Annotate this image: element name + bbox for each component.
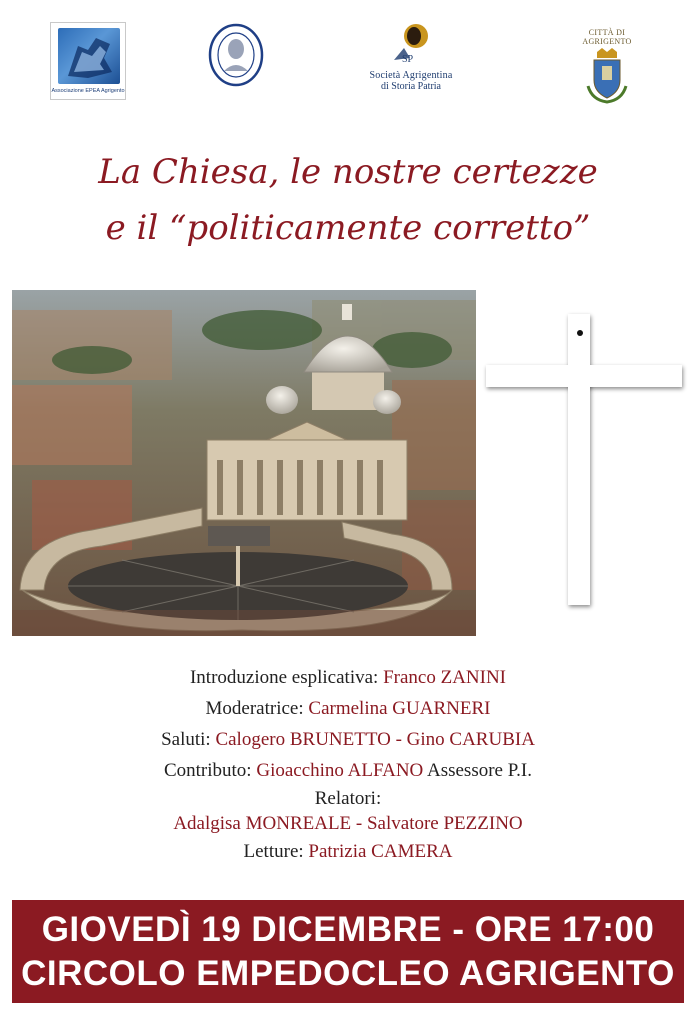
credit-contribution-label: Contributo: xyxy=(163,760,257,781)
association-emblem-image xyxy=(58,28,120,84)
society-emblem-image xyxy=(388,22,434,66)
credit-greetings-name: Calogero BRUNETTO - Gino CARUBIA xyxy=(215,729,535,750)
svg-text:SP: SP xyxy=(402,54,414,65)
credit-contribution xyxy=(0,755,696,786)
credit-intro xyxy=(0,662,696,693)
credit-readings-label: Letture: xyxy=(243,841,309,862)
credit-intro-name: Franco ZANINI xyxy=(383,667,507,688)
event-credits xyxy=(0,662,696,867)
cross-dot xyxy=(577,330,583,336)
credit-greetings xyxy=(0,724,696,755)
credit-moderator-name: Carmelina GUARNERI xyxy=(308,698,491,719)
credit-intro-label: Introduzione esplicativa: xyxy=(189,667,384,688)
vatican-aerial-photo xyxy=(12,290,476,636)
credit-moderator-label: Moderatrice: xyxy=(205,698,309,719)
society-logo xyxy=(352,22,470,102)
banner-date-time: GIOVEDÌ 19 DICEMBRE - ORE 17:00 xyxy=(41,910,655,949)
shield-icon xyxy=(582,46,632,104)
banner-venue: CIRCOLO EMPEDOCLEO AGRIGENTO xyxy=(21,954,675,993)
association-logo-caption: Associazione EPEA Agrigento xyxy=(51,88,125,94)
event-title-line2: e il “politicamente corretto” xyxy=(105,208,591,248)
association-logo xyxy=(50,22,126,100)
cross-vertical-beam-overlay xyxy=(568,314,590,605)
credit-moderator xyxy=(0,693,696,724)
event-title-line1: La Chiesa, le nostre certezze xyxy=(98,152,598,192)
event-date-banner xyxy=(12,900,684,1003)
society-name-line2: di Storia Patria xyxy=(381,81,441,92)
credit-readings xyxy=(0,836,696,867)
cultural-seal-logo xyxy=(208,23,264,87)
credit-contribution-name: Gioacchino ALFANO xyxy=(256,760,424,781)
city-caption: CITTÀ DI AGRIGENTO xyxy=(582,28,632,46)
credit-readings-name: Patrizia CAMERA xyxy=(308,841,453,862)
credit-greetings-label: Saluti: xyxy=(161,729,216,750)
credit-speakers-names: Adalgisa MONREALE - Salvatore PEZZINO xyxy=(173,813,523,834)
credit-contribution-suffix: Assessore P.I. xyxy=(423,760,533,781)
credit-speakers-label: Relatori: xyxy=(314,788,382,809)
city-coat-of-arms xyxy=(574,28,640,98)
society-name-line1: Società Agrigentina xyxy=(369,70,453,81)
